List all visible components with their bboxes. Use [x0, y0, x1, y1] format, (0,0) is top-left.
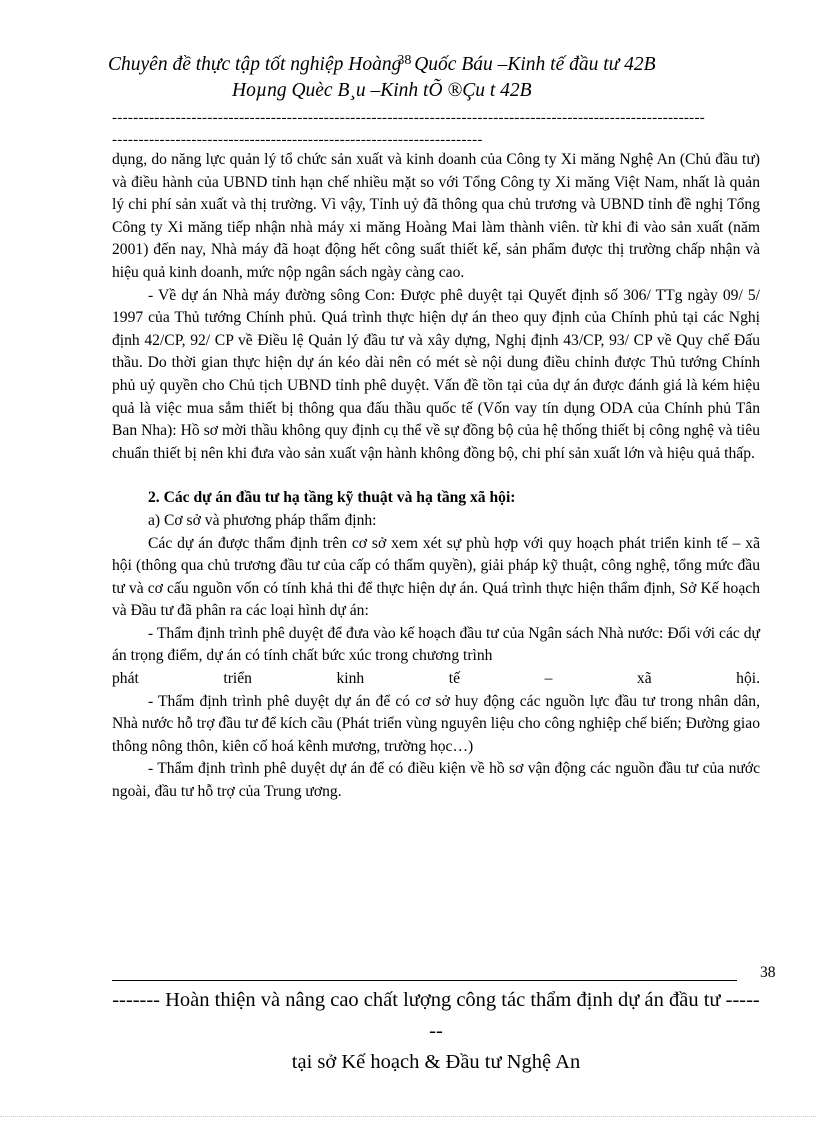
header-left-text: Chuyên đề thực tập tốt nghiệp Hoàng — [108, 54, 402, 75]
paragraph-state-budget-last-line: phát triển kinh tế – xã hội. — [112, 670, 760, 688]
paragraph-song-con-sugar: - Về dự án Nhà máy đường sông Con: Được phê duyệt tại Quyết định số 306/ TTg ngày 09/ 5/ 1997 của Thủ tướng Chính phủ. Quá trình thực hiện dự án theo quy định của Chính phủ tại các Nghị định 42/CP, 92/ CP về Điều lệ Quản lý đầu tư và xây dựng, Nghị định 43/CP, 93/ CP về Quy chế Đấu thầu. Do thời gian thực hiện dự án kéo dài nên có mét sè nội dung điều chỉnh được Thủ tướng Chính phủ uỷ quyền cho Chủ tịch UBND tỉnh phê duyệt. Vấn đề tồn tại của dự án được đánh giá là kém hiệu quả là việc mua sắm thiết bị thông qua đấu thầu quốc tế (Vốn vay tín dụng ODA của Chính phủ Tân Ban Nha): Hồ sơ mời thầu không quy định cụ thể về sự đồng bộ của hệ thống thiết bị công nghệ và tiêu chuẩn thiết bị nên khi đưa vào sản xuất vận hành không đồng bộ, chi phí sản xuất lớn và hiệu quả thấp. — [112, 286, 760, 462]
header-dash-rule-1: ---------------------------------------------------------------------------------------------------------------- — [112, 110, 706, 126]
running-header — [108, 54, 748, 76]
header-dash-rule-2: ---------------------------------------------------------------------- — [112, 132, 483, 148]
footer-title: ------- Hoàn thiện và nâng cao chất lượng công tác thẩm định dự án đầu tư ------- — [112, 989, 760, 1042]
footer-rule — [112, 980, 737, 981]
paragraph-appraisal-basis: Các dự án được thẩm định trên cơ sở xem xét sự phù hợp với quy hoạch phát triển kinh tế – xã hội (thông qua chủ trương đầu tư của cấp có thẩm quyền), giải pháp kỹ thuật, công nghệ, tổng mức đầu tư và cơ cấu nguồn vốn có tính khả thi để thực hiện dự án. Quá trình thực hiện thẩm định, Sở Kế hoạch và Đầu tư đã phân ra các loại hình dự án: — [112, 534, 760, 620]
running-footer — [112, 985, 760, 1078]
section-heading: 2. Các dự án đầu tư hạ tầng kỹ thuật và hạ tầng xã hội: — [148, 489, 516, 507]
spacer — [112, 465, 760, 487]
running-header-garbled: Hoµng Quèc B¸u –Kinh tÕ ®Çu t 42B — [232, 80, 532, 101]
paragraph-state-budget: - Thẩm định trình phê duyệt để đưa vào kế hoạch đầu tư của Ngân sách Nhà nước: Đối với các dự án trọng điểm, dự án có tính chất bức xúc trong chương trình — [112, 624, 760, 665]
body-text — [112, 149, 760, 804]
subheading-a: a) Cơ sở và phương pháp thẩm định: — [148, 511, 377, 529]
paragraph-foreign-investment: - Thẩm định trình phê duyệt dự án để có điều kiện về hồ sơ vận động các nguồn đầu tư của nước ngoài, đầu tư hỗ trợ của Trung ương. — [112, 760, 760, 801]
footer-page-number: 38 — [760, 964, 776, 981]
paragraph-cement-plant: dụng, do năng lực quản lý tổ chức sản xuất và kinh doanh của Công ty Xi măng Nghệ An (Chủ đầu tư) và điều hành của UBND tỉnh hạn chế nhiều mặt so với Tổng Công ty Xi măng Việt Nam, nhất là quản lý chi phí sản xuất và thị trường. Vì vậy, Tỉnh uỷ đã thông qua chủ trương và UBND tỉnh đề nghị Tổng Công ty Xi măng tiếp nhận nhà máy xi măng Hoàng Mai làm thành viên. từ khi đi vào sản xuất (năm 2001) đến nay, Nhà máy đã hoạt động hết công suất thiết kế, sản phẩm được thị trường chấp nhận và hiệu quả kinh doanh, mức nộp ngân sách ngày càng cao. — [112, 151, 760, 281]
paragraph-people-resources: - Thẩm định trình phê duyệt dự án để có cơ sở huy động các nguồn lực đầu tư trong nhân dân, Nhà nước hỗ trợ đầu tư để kích cầu (Phát triển vùng nguyên liệu cho công nghiệp chế biến; Đường giao thông nông thôn, kiên cố hoá kênh mương, trường học…) — [112, 692, 760, 755]
header-page-number: 38 — [397, 53, 412, 68]
footer-subtitle: tại sở Kế hoạch & Đầu tư Nghệ An — [291, 1051, 581, 1073]
page-bottom-dotted-line — [0, 1116, 816, 1117]
header-right-text: Quốc Báu –Kinh tế đầu tư 42B — [409, 54, 656, 75]
